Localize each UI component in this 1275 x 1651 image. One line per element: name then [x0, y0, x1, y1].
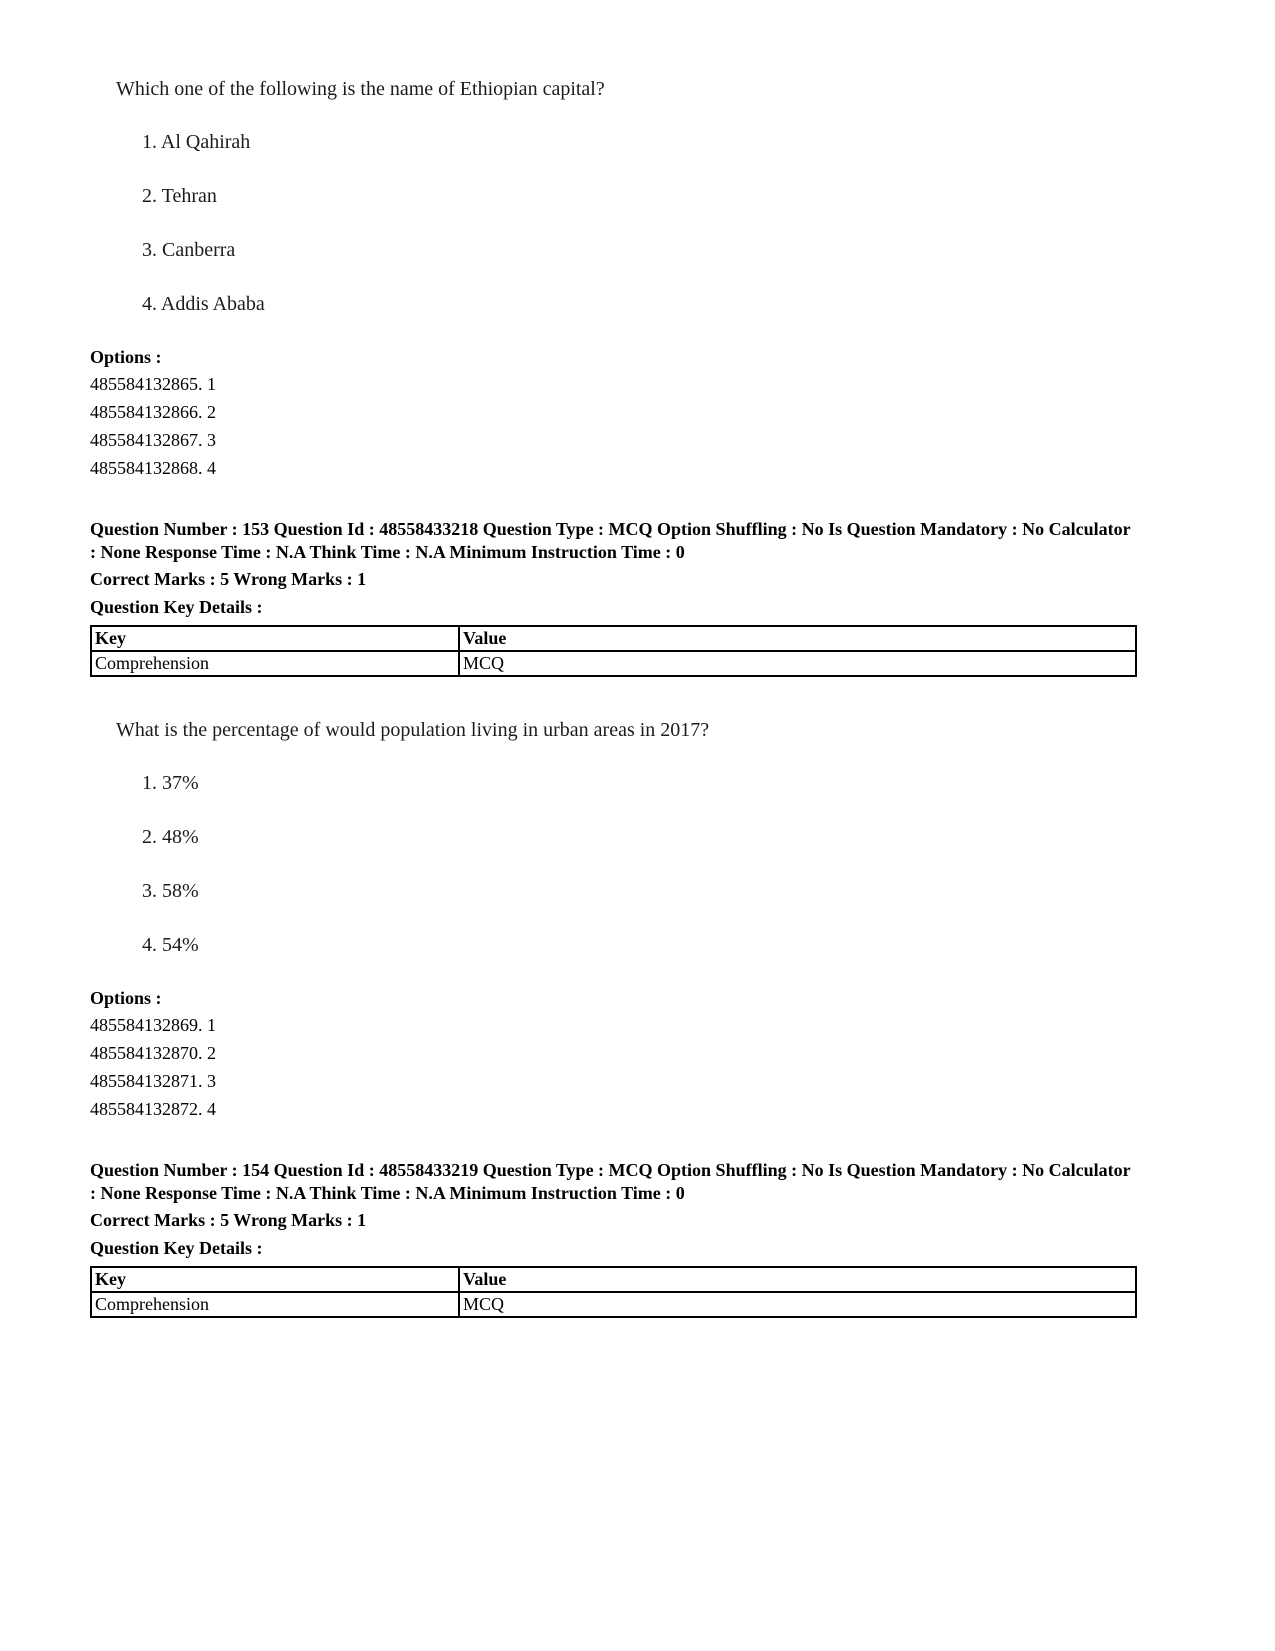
table-header-row	[91, 1267, 1136, 1292]
options-label: Options :	[90, 988, 162, 1008]
marks-line: Correct Marks : 5 Wrong Marks : 1	[90, 569, 367, 589]
choice-3: 3. 58%	[142, 880, 199, 902]
table-cell-value: MCQ	[459, 651, 1136, 676]
table-row	[91, 1292, 1136, 1317]
question-text: Which one of the following is the name of Ethiopian capital?	[116, 78, 605, 100]
choice-3: 3. Canberra	[142, 239, 236, 261]
choice-1: 1. Al Qahirah	[142, 131, 251, 153]
choice-2: 2. Tehran	[142, 185, 217, 207]
choice-list	[90, 772, 1190, 957]
table-header-value: Value	[459, 626, 1136, 651]
option-id-4: 485584132868. 4	[90, 458, 216, 478]
marks-line: Correct Marks : 5 Wrong Marks : 1	[90, 1210, 367, 1230]
table-cell-key: Comprehension	[91, 651, 459, 676]
key-value-table	[90, 625, 1137, 677]
question-block-153	[90, 78, 1190, 677]
key-value-table	[90, 1266, 1137, 1318]
option-id-list	[90, 370, 1190, 482]
option-id-1: 485584132869. 1	[90, 1015, 216, 1035]
table-header-key: Key	[91, 626, 459, 651]
table-row	[91, 651, 1136, 676]
option-id-4: 485584132872. 4	[90, 1099, 216, 1119]
question-meta: Question Number : 153 Question Id : 48558433218 Question Type : MCQ Option Shuffling : No Is Question Mandatory : No Calculator : None Response Time : N.A Think Time : N.A Minimum Instruction Time : 0	[90, 519, 1131, 562]
choice-4: 4. Addis Ababa	[142, 293, 265, 315]
option-id-1: 485584132865. 1	[90, 374, 216, 394]
options-label: Options :	[90, 347, 162, 367]
key-details-label: Question Key Details :	[90, 1238, 263, 1258]
option-id-2: 485584132866. 2	[90, 402, 216, 422]
choice-1: 1. 37%	[142, 772, 199, 794]
question-block-154	[90, 719, 1190, 1318]
option-id-3: 485584132867. 3	[90, 430, 216, 450]
table-cell-value: MCQ	[459, 1292, 1136, 1317]
table-header-key: Key	[91, 1267, 459, 1292]
question-meta: Question Number : 154 Question Id : 48558433219 Question Type : MCQ Option Shuffling : No Is Question Mandatory : No Calculator : None Response Time : N.A Think Time : N.A Minimum Instruction Time : 0	[90, 1160, 1131, 1203]
option-id-2: 485584132870. 2	[90, 1043, 216, 1063]
option-id-list	[90, 1011, 1190, 1123]
key-details-label: Question Key Details :	[90, 597, 263, 617]
table-header-row	[91, 626, 1136, 651]
choice-2: 2. 48%	[142, 826, 199, 848]
question-text: What is the percentage of would population living in urban areas in 2017?	[116, 719, 710, 741]
option-id-3: 485584132871. 3	[90, 1071, 216, 1091]
choice-4: 4. 54%	[142, 934, 199, 956]
table-cell-key: Comprehension	[91, 1292, 459, 1317]
table-header-value: Value	[459, 1267, 1136, 1292]
choice-list	[90, 131, 1190, 316]
